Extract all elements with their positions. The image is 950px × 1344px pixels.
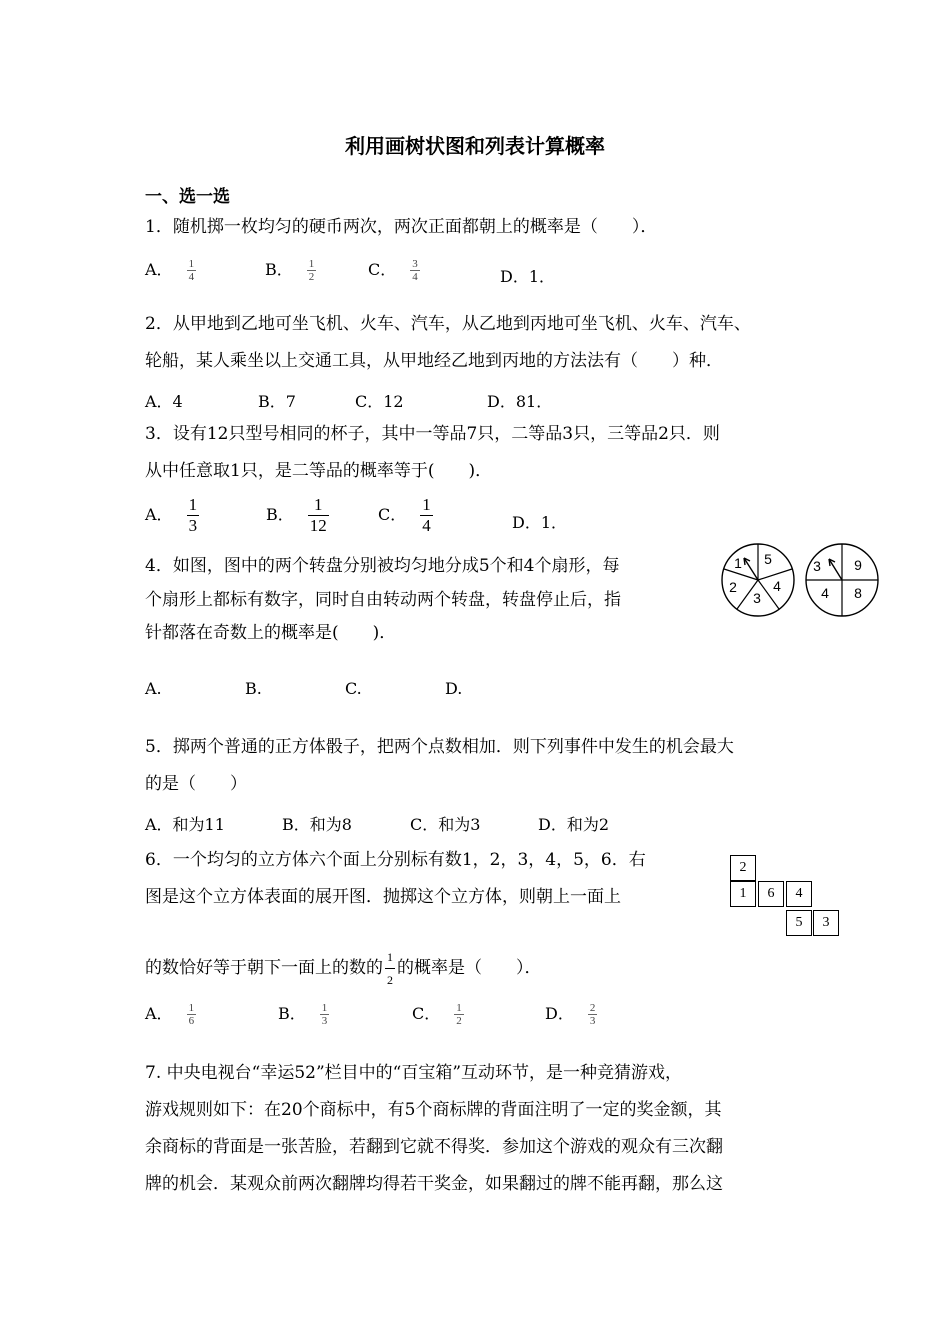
q6-option-b [278, 1001, 329, 1027]
numerator: 1 [308, 258, 315, 270]
spinner-number: 3 [753, 590, 761, 606]
q2-option-d: D．81． [487, 392, 553, 411]
numerator: 1 [188, 495, 198, 514]
question-4-line-3: 针都落在奇数上的概率是( )． [145, 623, 397, 643]
fraction [420, 495, 433, 536]
spinner-number: 3 [813, 558, 821, 574]
q2-option-b: B．7 [258, 392, 296, 411]
q4-option-d: D. [445, 679, 463, 698]
text-segment: 的概率是（ ）． [397, 958, 542, 978]
q4-option-b: B. [245, 679, 262, 698]
question-4-line-1: 4．如图，图中的两个转盘分别被均匀地分成5个和4个扇形，每 [145, 556, 620, 576]
q2-option-a: A．4 [145, 392, 183, 411]
q2-option-c: C．12 [355, 392, 404, 411]
q6-option-d [545, 1001, 597, 1027]
cube-face: 3 [813, 910, 839, 936]
question-7-line-2: 游戏规则如下：在20个商标中，有5个商标牌的背面注明了一定的奖金额，其 [145, 1100, 722, 1120]
q1-option-b [265, 257, 316, 283]
q5-option-a: A．和为11 [145, 815, 225, 834]
spinner-number: 4 [773, 578, 781, 594]
denominator: 2 [308, 271, 315, 283]
option-label: C． [412, 1004, 441, 1023]
numerator: 1 [321, 1002, 328, 1014]
numerator: 1 [387, 950, 393, 964]
q1-option-a [145, 257, 196, 283]
denominator: 2 [456, 1015, 462, 1027]
section-heading: 一、选一选 [145, 187, 230, 207]
question-6-line-2: 图是这个立方体表面的展开图．抛掷这个立方体，则朝上一面上 [145, 887, 621, 907]
denominator: 3 [188, 516, 198, 535]
question-1-text: 1．随机掷一枚均匀的硬币两次，两次正面都朝上的概率是（ ）． [145, 217, 658, 237]
q5-option-b: B．和为8 [282, 815, 352, 834]
denominator: 6 [188, 1015, 195, 1027]
q1-option-d: D．1． [500, 267, 556, 286]
cube-face: 2 [730, 855, 756, 881]
denominator: 4 [412, 271, 418, 283]
question-2-line-2: 轮船，某人乘坐以上交通工具，从甲地经乙地到丙地的方法法有（ ）种． [145, 351, 723, 371]
fraction [320, 1002, 330, 1027]
numerator: 1 [188, 258, 195, 270]
option-label: B． [265, 260, 293, 279]
spinner-number: 2 [729, 579, 737, 595]
cube-face: 6 [758, 881, 784, 907]
numerator: 2 [589, 1002, 596, 1014]
question-5-line-2: 的是（ ） [145, 774, 247, 794]
q5-option-d: D．和为2 [538, 815, 610, 834]
spinner-number: 5 [764, 551, 772, 567]
option-label: B． [266, 505, 294, 524]
fraction [187, 495, 200, 536]
denominator: 2 [385, 968, 395, 991]
denominator: 4 [188, 271, 195, 283]
fraction [307, 258, 317, 283]
spinner-five-sectors [718, 540, 798, 620]
question-3-line-2: 从中任意取1只，是二等品的概率等于( )． [145, 461, 493, 481]
q6-option-a [145, 1001, 196, 1027]
fraction [410, 258, 420, 283]
denominator: 12 [309, 516, 327, 535]
cube-face: 1 [730, 881, 756, 907]
numerator: 3 [412, 258, 418, 270]
numerator: 1 [188, 1002, 195, 1014]
q3-option-c [378, 495, 433, 536]
numerator: 1 [456, 1002, 462, 1014]
option-label: C． [378, 505, 407, 524]
q3-option-b [266, 495, 329, 536]
option-label: A． [145, 1004, 173, 1023]
question-7-line-3: 余商标的背面是一张苦脸，若翻到它就不得奖．参加这个游戏的观众有三次翻 [145, 1137, 723, 1157]
spinner-number: 1 [734, 555, 742, 571]
q4-option-c: C. [345, 679, 362, 698]
question-7-line-4: 牌的机会．某观众前两次翻牌均得若干奖金，如果翻过的牌不能再翻，那么这 [145, 1174, 723, 1194]
q3-option-d: D．1． [512, 513, 568, 532]
spinner-number: 9 [854, 557, 862, 573]
denominator: 3 [589, 1015, 596, 1027]
spinner-four-sectors [802, 540, 882, 620]
denominator: 4 [422, 516, 431, 535]
option-label: D． [545, 1004, 574, 1023]
denominator: 3 [321, 1015, 328, 1027]
text-segment: 的数恰好等于朝下一面上的数的 [145, 958, 383, 978]
question-4-line-2: 个扇形上都标有数字，同时自由转动两个转盘，转盘停止后，指 [145, 590, 621, 610]
q1-option-c [368, 257, 420, 283]
option-label: B． [278, 1004, 306, 1023]
question-2-line-1: 2．从甲地到乙地可坐飞机、火车、汽车，从乙地到丙地可坐飞机、火车、汽车、 [145, 314, 751, 334]
fraction [454, 1002, 464, 1027]
spinner-number: 4 [821, 585, 829, 601]
fraction [588, 1002, 598, 1027]
q4-option-a: A. [145, 679, 162, 698]
cube-face: 4 [786, 881, 812, 907]
fraction [308, 495, 329, 536]
q3-option-a [145, 495, 199, 536]
cube-face: 5 [786, 910, 812, 936]
option-label: C． [368, 260, 397, 279]
page-title: 利用画树状图和列表计算概率 [345, 134, 605, 158]
option-label: A． [145, 260, 173, 279]
q5-option-c: C．和为3 [410, 815, 481, 834]
question-6-line-3 [145, 946, 542, 991]
numerator: 1 [422, 495, 431, 514]
q6-option-c [412, 1001, 464, 1027]
fraction [187, 258, 197, 283]
fraction [187, 1002, 197, 1027]
question-7-line-1: 7. 中央电视台“幸运52”栏目中的“百宝箱”互动环节，是一种竞猜游戏， [145, 1063, 683, 1083]
question-3-line-1: 3．设有12只型号相同的杯子，其中一等品7只，二等品3只，三等品2只．则 [145, 424, 720, 444]
fraction [385, 946, 395, 991]
question-5-line-1: 5．掷两个普通的正方体骰子，把两个点数相加．则下列事件中发生的机会最大 [145, 737, 734, 757]
option-label: A． [145, 505, 173, 524]
question-6-line-1: 6．一个均匀的立方体六个面上分别标有数1，2，3，4，5，6．右 [145, 850, 646, 870]
numerator: 1 [314, 495, 323, 514]
spinner-number: 8 [854, 585, 862, 601]
